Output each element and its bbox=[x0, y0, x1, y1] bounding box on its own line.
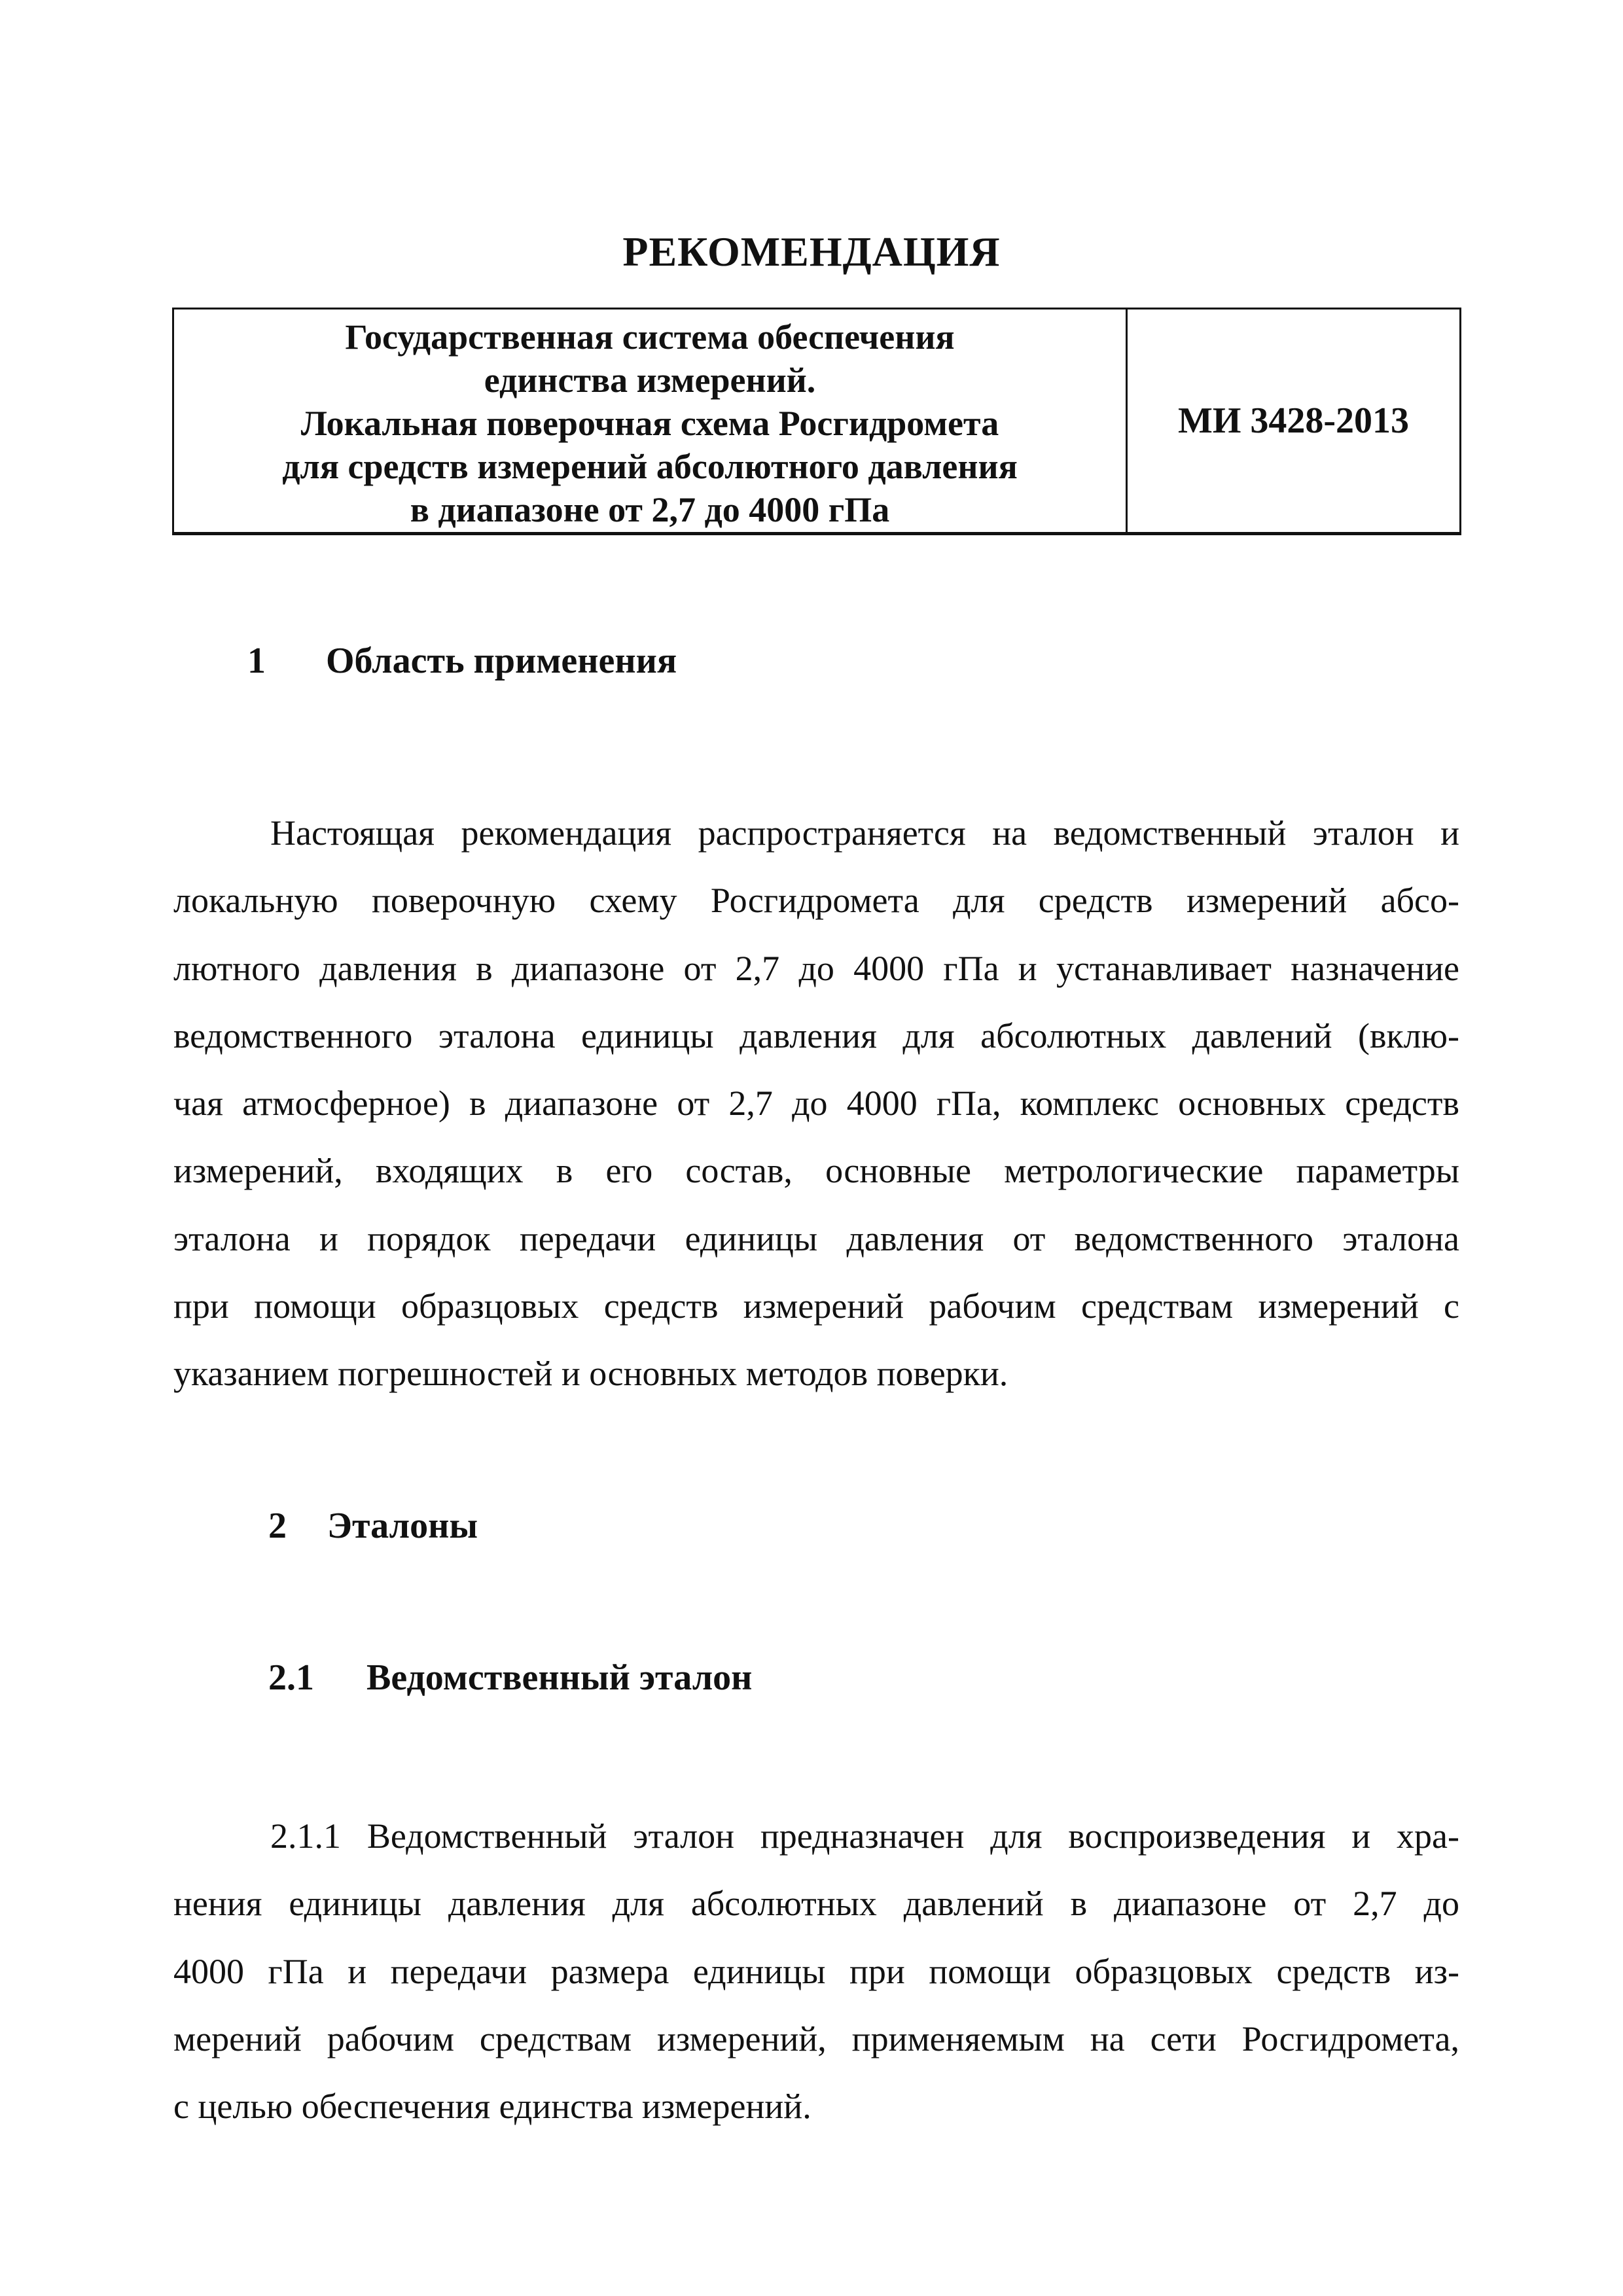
header-line: единства измерений. bbox=[484, 361, 816, 400]
paragraph-line: чая атмосферное) в диапазоне от 2,7 до 4000 гПа, комплекс основных средств bbox=[173, 1084, 1459, 1123]
paragraph-line: мерений рабочим средствам измерений, применяемым на сети Росгидромета, bbox=[173, 2019, 1459, 2058]
document-code: МИ 3428-2013 bbox=[1177, 400, 1410, 441]
section-title: Ведомственный эталон bbox=[366, 1657, 753, 1698]
section-heading-2 bbox=[268, 1505, 478, 1547]
paragraph-line: 4000 гПа и передачи размера единицы при помощи образцовых средств из- bbox=[173, 1951, 1459, 1991]
section-heading-2-1 bbox=[268, 1657, 752, 1699]
document-header-title bbox=[174, 309, 1128, 532]
header-line: Государственная система обеспечения bbox=[345, 317, 955, 357]
section-number: 2 bbox=[268, 1506, 287, 1546]
paragraph-line: 2.1.1 Ведомственный эталон предназначен для воспроизведения и хра- bbox=[270, 1816, 1459, 1856]
paragraph-line: эталона и порядок передачи единицы давления от ведомственного эталона bbox=[173, 1218, 1459, 1258]
section-heading-1 bbox=[247, 640, 677, 682]
section-2-1-paragraph bbox=[173, 1803, 1459, 2140]
section-title: Эталоны bbox=[327, 1506, 478, 1546]
paragraph-line: указанием погрешностей и основных методов поверки. bbox=[173, 1354, 1008, 1394]
header-line: в диапазоне от 2,7 до 4000 гПа bbox=[410, 490, 890, 529]
paragraph-line: Настоящая рекомендация распространяется на ведомственный эталон и bbox=[270, 813, 1459, 853]
header-line: для средств измерений абсолютного давления bbox=[282, 447, 1018, 486]
section-number: 2.1 bbox=[268, 1657, 314, 1698]
section-1-paragraph bbox=[173, 800, 1459, 1408]
paragraph-line: локальную поверочную схему Росгидромета для средств измерений абсо- bbox=[173, 881, 1459, 921]
section-number: 1 bbox=[247, 641, 266, 681]
paragraph-line: с целью обеспечения единства измерений. bbox=[173, 2087, 812, 2127]
paragraph-line: измерений, входящих в его состав, основные метрологические параметры bbox=[173, 1151, 1459, 1191]
document-title: РЕКОМЕНДАЦИЯ bbox=[622, 228, 1001, 275]
document-header-table bbox=[172, 308, 1461, 535]
paragraph-line: лютного давления в диапазоне от 2,7 до 4000 гПа и устанавливает назначение bbox=[173, 948, 1459, 988]
header-line: Локальная поверочная схема Росгидромета bbox=[300, 404, 999, 443]
paragraph-line: при помощи образцовых средств измерений рабочим средствам измерений с bbox=[173, 1286, 1459, 1326]
paragraph-line: нения единицы давления для абсолютных давлений в диапазоне от 2,7 до bbox=[173, 1884, 1459, 1924]
section-title: Область применения bbox=[326, 641, 677, 681]
paragraph-line: ведомственного эталона единицы давления для абсолютных давлений (вклю- bbox=[173, 1016, 1459, 1055]
